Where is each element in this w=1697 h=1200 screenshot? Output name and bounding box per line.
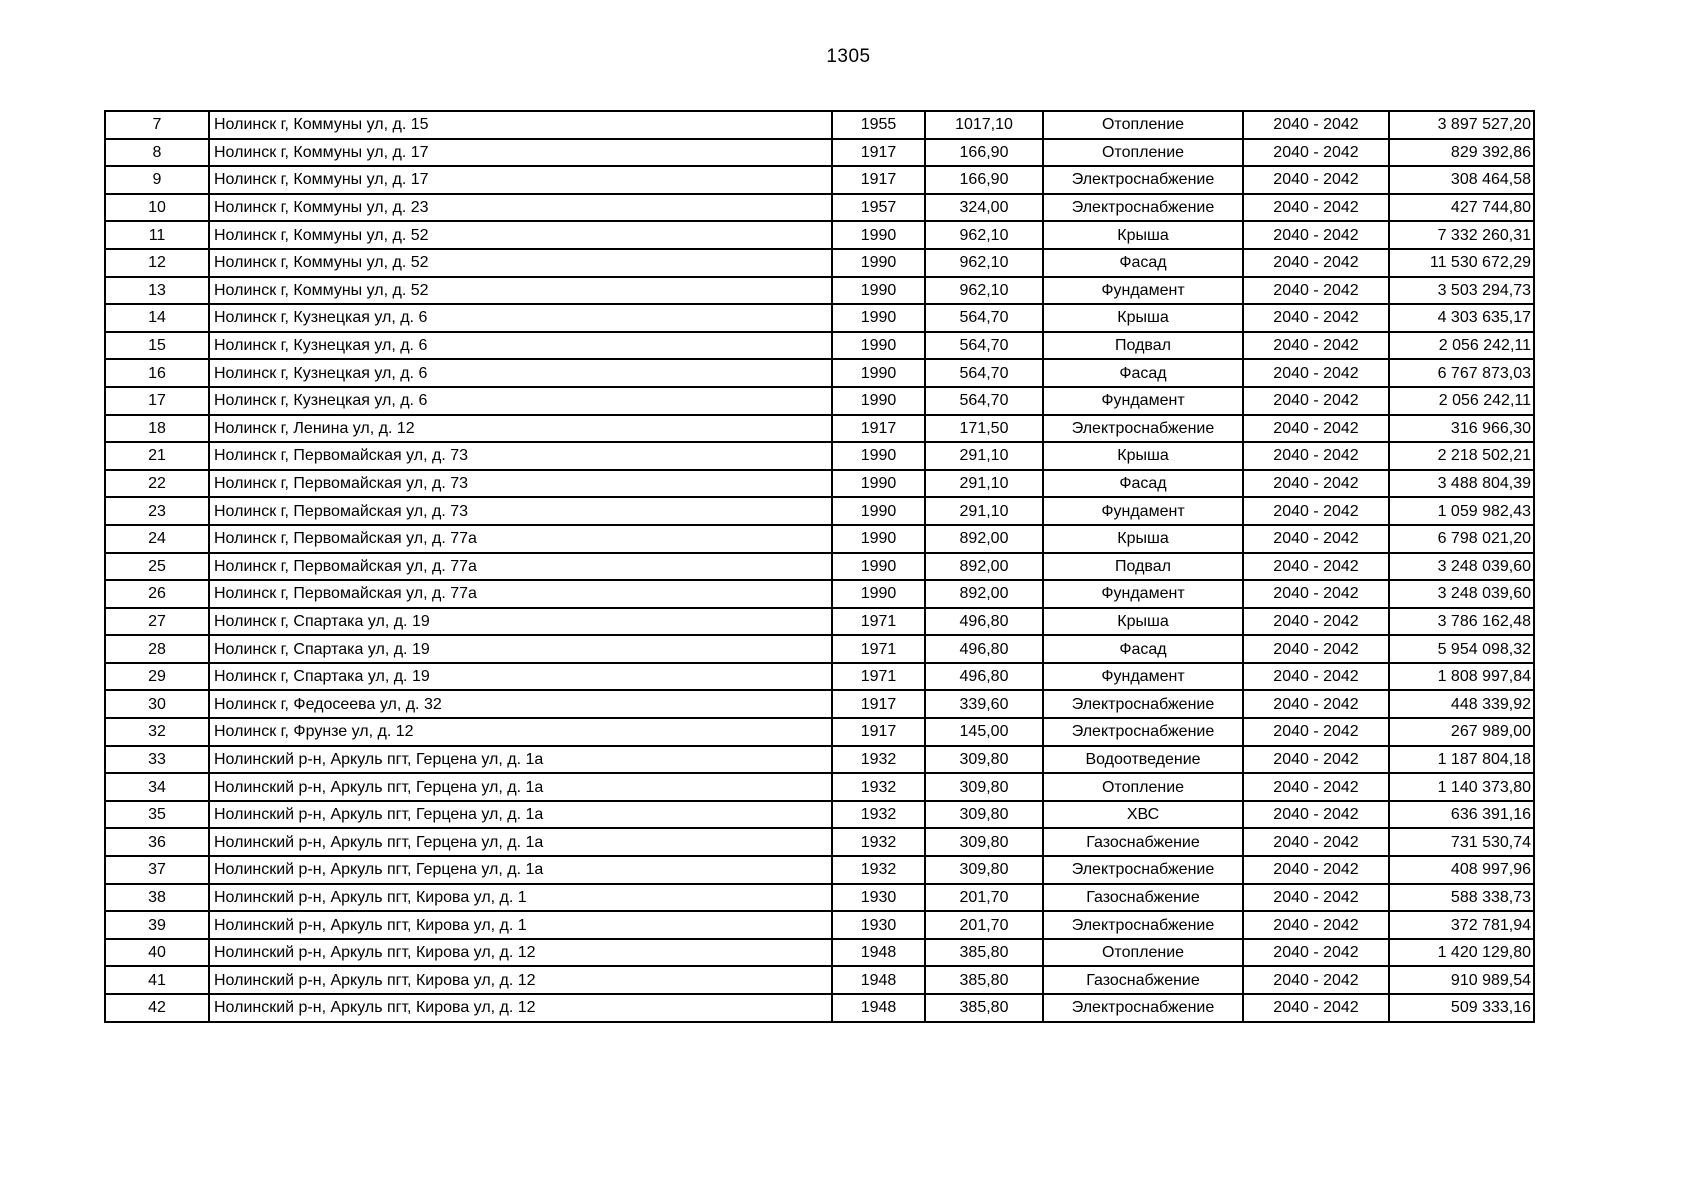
period-cell: 2040 - 2042 [1243, 497, 1389, 525]
address-cell: Нолинск г, Кузнецкая ул, д. 6 [209, 332, 832, 360]
table-row [105, 635, 1534, 663]
build-year-cell: 1990 [832, 470, 925, 498]
address-cell: Нолинск г, Кузнецкая ул, д. 6 [209, 387, 832, 415]
area-cell: 309,80 [925, 801, 1043, 829]
row-number-cell: 8 [105, 139, 209, 167]
build-year-cell: 1932 [832, 773, 925, 801]
build-year-cell: 1917 [832, 718, 925, 746]
address-cell: Нолинск г, Коммуны ул, д. 52 [209, 221, 832, 249]
cost-cell: 3 897 527,20 [1389, 111, 1534, 139]
period-cell: 2040 - 2042 [1243, 359, 1389, 387]
page-number: 1305 [826, 46, 871, 67]
cost-cell: 1 808 997,84 [1389, 663, 1534, 691]
cost-cell: 1 140 373,80 [1389, 773, 1534, 801]
build-year-cell: 1990 [832, 525, 925, 553]
period-cell: 2040 - 2042 [1243, 911, 1389, 939]
work-type-cell: Фундамент [1043, 663, 1243, 691]
period-cell: 2040 - 2042 [1243, 277, 1389, 305]
build-year-cell: 1932 [832, 828, 925, 856]
table-row [105, 139, 1534, 167]
address-cell: Нолинск г, Фрунзе ул, д. 12 [209, 718, 832, 746]
address-cell: Нолинск г, Кузнецкая ул, д. 6 [209, 304, 832, 332]
period-cell: 2040 - 2042 [1243, 939, 1389, 967]
table-row [105, 966, 1534, 994]
address-cell: Нолинск г, Первомайская ул, д. 77а [209, 525, 832, 553]
address-cell: Нолинск г, Спартака ул, д. 19 [209, 635, 832, 663]
row-number-cell: 26 [105, 580, 209, 608]
cost-cell: 910 989,54 [1389, 966, 1534, 994]
cost-cell: 509 333,16 [1389, 994, 1534, 1022]
period-cell: 2040 - 2042 [1243, 635, 1389, 663]
period-cell: 2040 - 2042 [1243, 442, 1389, 470]
build-year-cell: 1990 [832, 277, 925, 305]
period-cell: 2040 - 2042 [1243, 801, 1389, 829]
table-row [105, 580, 1534, 608]
work-type-cell: Крыша [1043, 608, 1243, 636]
work-type-cell: Отопление [1043, 111, 1243, 139]
work-type-cell: Отопление [1043, 773, 1243, 801]
period-cell: 2040 - 2042 [1243, 166, 1389, 194]
cost-cell: 731 530,74 [1389, 828, 1534, 856]
work-type-cell: Фасад [1043, 249, 1243, 277]
row-number-cell: 37 [105, 856, 209, 884]
table-row [105, 690, 1534, 718]
cost-cell: 427 744,80 [1389, 194, 1534, 222]
area-cell: 166,90 [925, 139, 1043, 167]
build-year-cell: 1917 [832, 415, 925, 443]
address-cell: Нолинск г, Спартака ул, д. 19 [209, 608, 832, 636]
cost-cell: 1 187 804,18 [1389, 746, 1534, 774]
build-year-cell: 1957 [832, 194, 925, 222]
row-number-cell: 14 [105, 304, 209, 332]
table-row [105, 166, 1534, 194]
area-cell: 892,00 [925, 553, 1043, 581]
area-cell: 324,00 [925, 194, 1043, 222]
address-cell: Нолинский р-н, Аркуль пгт, Кирова ул, д. 1 [209, 911, 832, 939]
build-year-cell: 1917 [832, 690, 925, 718]
area-cell: 496,80 [925, 608, 1043, 636]
area-cell: 962,10 [925, 221, 1043, 249]
work-type-cell: Фундамент [1043, 387, 1243, 415]
period-cell: 2040 - 2042 [1243, 111, 1389, 139]
area-cell: 201,70 [925, 911, 1043, 939]
area-cell: 166,90 [925, 166, 1043, 194]
cost-cell: 448 339,92 [1389, 690, 1534, 718]
period-cell: 2040 - 2042 [1243, 387, 1389, 415]
table-row [105, 746, 1534, 774]
cost-cell: 1 059 982,43 [1389, 497, 1534, 525]
area-cell: 496,80 [925, 635, 1043, 663]
address-cell: Нолинск г, Кузнецкая ул, д. 6 [209, 359, 832, 387]
address-cell: Нолинск г, Коммуны ул, д. 52 [209, 249, 832, 277]
build-year-cell: 1971 [832, 608, 925, 636]
area-cell: 962,10 [925, 249, 1043, 277]
address-cell: Нолинск г, Коммуны ул, д. 15 [209, 111, 832, 139]
area-cell: 892,00 [925, 580, 1043, 608]
build-year-cell: 1990 [832, 387, 925, 415]
table-row [105, 553, 1534, 581]
area-cell: 309,80 [925, 773, 1043, 801]
row-number-cell: 27 [105, 608, 209, 636]
build-year-cell: 1955 [832, 111, 925, 139]
row-number-cell: 41 [105, 966, 209, 994]
work-type-cell: Электроснабжение [1043, 856, 1243, 884]
area-cell: 309,80 [925, 828, 1043, 856]
cost-cell: 316 966,30 [1389, 415, 1534, 443]
area-cell: 385,80 [925, 994, 1043, 1022]
work-type-cell: Крыша [1043, 525, 1243, 553]
period-cell: 2040 - 2042 [1243, 884, 1389, 912]
period-cell: 2040 - 2042 [1243, 470, 1389, 498]
table-row [105, 939, 1534, 967]
work-type-cell: Газоснабжение [1043, 884, 1243, 912]
period-cell: 2040 - 2042 [1243, 415, 1389, 443]
address-cell: Нолинск г, Первомайская ул, д. 77а [209, 553, 832, 581]
row-number-cell: 12 [105, 249, 209, 277]
work-type-cell: Подвал [1043, 332, 1243, 360]
cost-cell: 372 781,94 [1389, 911, 1534, 939]
cost-cell: 7 332 260,31 [1389, 221, 1534, 249]
row-number-cell: 18 [105, 415, 209, 443]
build-year-cell: 1930 [832, 884, 925, 912]
address-cell: Нолинский р-н, Аркуль пгт, Герцена ул, д. 1а [209, 828, 832, 856]
work-type-cell: Фасад [1043, 635, 1243, 663]
row-number-cell: 38 [105, 884, 209, 912]
address-cell: Нолинский р-н, Аркуль пгт, Герцена ул, д. 1а [209, 801, 832, 829]
address-cell: Нолинский р-н, Аркуль пгт, Кирова ул, д. 12 [209, 966, 832, 994]
row-number-cell: 39 [105, 911, 209, 939]
cost-cell: 4 303 635,17 [1389, 304, 1534, 332]
build-year-cell: 1971 [832, 635, 925, 663]
area-cell: 564,70 [925, 359, 1043, 387]
row-number-cell: 24 [105, 525, 209, 553]
table-row [105, 442, 1534, 470]
address-cell: Нолинский р-н, Аркуль пгт, Герцена ул, д. 1а [209, 773, 832, 801]
cost-cell: 6 767 873,03 [1389, 359, 1534, 387]
area-cell: 291,10 [925, 497, 1043, 525]
period-cell: 2040 - 2042 [1243, 966, 1389, 994]
build-year-cell: 1990 [832, 304, 925, 332]
build-year-cell: 1917 [832, 166, 925, 194]
build-year-cell: 1990 [832, 359, 925, 387]
work-type-cell: Электроснабжение [1043, 415, 1243, 443]
cost-cell: 588 338,73 [1389, 884, 1534, 912]
build-year-cell: 1930 [832, 911, 925, 939]
address-cell: Нолинск г, Первомайская ул, д. 73 [209, 497, 832, 525]
build-year-cell: 1948 [832, 966, 925, 994]
row-number-cell: 36 [105, 828, 209, 856]
table-row [105, 497, 1534, 525]
work-type-cell: Отопление [1043, 139, 1243, 167]
work-type-cell: Фундамент [1043, 277, 1243, 305]
work-type-cell: Газоснабжение [1043, 828, 1243, 856]
work-type-cell: Крыша [1043, 304, 1243, 332]
area-cell: 145,00 [925, 718, 1043, 746]
row-number-cell: 15 [105, 332, 209, 360]
table-row [105, 525, 1534, 553]
period-cell: 2040 - 2042 [1243, 221, 1389, 249]
period-cell: 2040 - 2042 [1243, 332, 1389, 360]
cost-cell: 11 530 672,29 [1389, 249, 1534, 277]
cost-cell: 267 989,00 [1389, 718, 1534, 746]
cost-cell: 6 798 021,20 [1389, 525, 1534, 553]
cost-cell: 2 056 242,11 [1389, 332, 1534, 360]
table-row [105, 911, 1534, 939]
address-cell: Нолинский р-н, Аркуль пгт, Кирова ул, д. 12 [209, 939, 832, 967]
period-cell: 2040 - 2042 [1243, 525, 1389, 553]
build-year-cell: 1990 [832, 221, 925, 249]
table-row [105, 718, 1534, 746]
period-cell: 2040 - 2042 [1243, 856, 1389, 884]
period-cell: 2040 - 2042 [1243, 773, 1389, 801]
work-type-cell: Электроснабжение [1043, 718, 1243, 746]
period-cell: 2040 - 2042 [1243, 828, 1389, 856]
table-row [105, 828, 1534, 856]
address-cell: Нолинский р-н, Аркуль пгт, Герцена ул, д. 1а [209, 856, 832, 884]
period-cell: 2040 - 2042 [1243, 663, 1389, 691]
row-number-cell: 32 [105, 718, 209, 746]
row-number-cell: 25 [105, 553, 209, 581]
cost-cell: 5 954 098,32 [1389, 635, 1534, 663]
cost-cell: 408 997,96 [1389, 856, 1534, 884]
row-number-cell: 13 [105, 277, 209, 305]
work-type-cell: Крыша [1043, 442, 1243, 470]
cost-cell: 3 248 039,60 [1389, 553, 1534, 581]
row-number-cell: 10 [105, 194, 209, 222]
table-row [105, 608, 1534, 636]
area-cell: 564,70 [925, 387, 1043, 415]
address-cell: Нолинск г, Спартака ул, д. 19 [209, 663, 832, 691]
address-cell: Нолинск г, Первомайская ул, д. 73 [209, 442, 832, 470]
area-cell: 962,10 [925, 277, 1043, 305]
row-number-cell: 30 [105, 690, 209, 718]
row-number-cell: 21 [105, 442, 209, 470]
table-row [105, 415, 1534, 443]
build-year-cell: 1932 [832, 856, 925, 884]
repair-schedule-table [104, 110, 1535, 1023]
area-cell: 496,80 [925, 663, 1043, 691]
work-type-cell: Фасад [1043, 470, 1243, 498]
build-year-cell: 1990 [832, 580, 925, 608]
cost-cell: 2 218 502,21 [1389, 442, 1534, 470]
area-cell: 385,80 [925, 939, 1043, 967]
work-type-cell: Электроснабжение [1043, 166, 1243, 194]
table-row [105, 773, 1534, 801]
work-type-cell: Подвал [1043, 553, 1243, 581]
cost-cell: 636 391,16 [1389, 801, 1534, 829]
work-type-cell: Электроснабжение [1043, 911, 1243, 939]
area-cell: 309,80 [925, 746, 1043, 774]
cost-cell: 3 248 039,60 [1389, 580, 1534, 608]
area-cell: 291,10 [925, 442, 1043, 470]
row-number-cell: 40 [105, 939, 209, 967]
table-row [105, 663, 1534, 691]
build-year-cell: 1990 [832, 497, 925, 525]
work-type-cell: Крыша [1043, 221, 1243, 249]
build-year-cell: 1932 [832, 801, 925, 829]
row-number-cell: 9 [105, 166, 209, 194]
area-cell: 291,10 [925, 470, 1043, 498]
build-year-cell: 1990 [832, 553, 925, 581]
address-cell: Нолинский р-н, Аркуль пгт, Герцена ул, д. 1а [209, 746, 832, 774]
row-number-cell: 23 [105, 497, 209, 525]
table-row [105, 249, 1534, 277]
row-number-cell: 22 [105, 470, 209, 498]
work-type-cell: Фундамент [1043, 497, 1243, 525]
table-body [105, 111, 1534, 1022]
build-year-cell: 1948 [832, 939, 925, 967]
build-year-cell: 1917 [832, 139, 925, 167]
table-row [105, 332, 1534, 360]
period-cell: 2040 - 2042 [1243, 580, 1389, 608]
table-row [105, 884, 1534, 912]
build-year-cell: 1990 [832, 332, 925, 360]
address-cell: Нолинский р-н, Аркуль пгт, Кирова ул, д. 1 [209, 884, 832, 912]
row-number-cell: 42 [105, 994, 209, 1022]
cost-cell: 3 488 804,39 [1389, 470, 1534, 498]
table-row [105, 387, 1534, 415]
work-type-cell: ХВС [1043, 801, 1243, 829]
address-cell: Нолинск г, Федосеева ул, д. 32 [209, 690, 832, 718]
work-type-cell: Фундамент [1043, 580, 1243, 608]
table-row [105, 994, 1534, 1022]
table-row [105, 856, 1534, 884]
row-number-cell: 33 [105, 746, 209, 774]
area-cell: 385,80 [925, 966, 1043, 994]
build-year-cell: 1948 [832, 994, 925, 1022]
row-number-cell: 34 [105, 773, 209, 801]
period-cell: 2040 - 2042 [1243, 608, 1389, 636]
period-cell: 2040 - 2042 [1243, 194, 1389, 222]
address-cell: Нолинск г, Коммуны ул, д. 17 [209, 139, 832, 167]
table-row [105, 277, 1534, 305]
address-cell: Нолинск г, Коммуны ул, д. 17 [209, 166, 832, 194]
row-number-cell: 29 [105, 663, 209, 691]
build-year-cell: 1990 [832, 442, 925, 470]
cost-cell: 2 056 242,11 [1389, 387, 1534, 415]
work-type-cell: Электроснабжение [1043, 194, 1243, 222]
period-cell: 2040 - 2042 [1243, 249, 1389, 277]
period-cell: 2040 - 2042 [1243, 994, 1389, 1022]
cost-cell: 3 786 162,48 [1389, 608, 1534, 636]
table-row [105, 359, 1534, 387]
period-cell: 2040 - 2042 [1243, 304, 1389, 332]
cost-cell: 308 464,58 [1389, 166, 1534, 194]
table-row [105, 221, 1534, 249]
address-cell: Нолинск г, Первомайская ул, д. 77а [209, 580, 832, 608]
period-cell: 2040 - 2042 [1243, 746, 1389, 774]
table-row [105, 111, 1534, 139]
address-cell: Нолинск г, Коммуны ул, д. 52 [209, 277, 832, 305]
table-row [105, 304, 1534, 332]
period-cell: 2040 - 2042 [1243, 718, 1389, 746]
area-cell: 171,50 [925, 415, 1043, 443]
address-cell: Нолинск г, Первомайская ул, д. 73 [209, 470, 832, 498]
work-type-cell: Электроснабжение [1043, 994, 1243, 1022]
build-year-cell: 1990 [832, 249, 925, 277]
address-cell: Нолинский р-н, Аркуль пгт, Кирова ул, д. 12 [209, 994, 832, 1022]
area-cell: 201,70 [925, 884, 1043, 912]
address-cell: Нолинск г, Ленина ул, д. 12 [209, 415, 832, 443]
row-number-cell: 16 [105, 359, 209, 387]
cost-cell: 829 392,86 [1389, 139, 1534, 167]
work-type-cell: Газоснабжение [1043, 966, 1243, 994]
period-cell: 2040 - 2042 [1243, 690, 1389, 718]
period-cell: 2040 - 2042 [1243, 553, 1389, 581]
address-cell: Нолинск г, Коммуны ул, д. 23 [209, 194, 832, 222]
table-row [105, 470, 1534, 498]
area-cell: 1017,10 [925, 111, 1043, 139]
work-type-cell: Электроснабжение [1043, 690, 1243, 718]
row-number-cell: 7 [105, 111, 209, 139]
work-type-cell: Отопление [1043, 939, 1243, 967]
cost-cell: 1 420 129,80 [1389, 939, 1534, 967]
area-cell: 892,00 [925, 525, 1043, 553]
row-number-cell: 11 [105, 221, 209, 249]
area-cell: 309,80 [925, 856, 1043, 884]
table-row [105, 194, 1534, 222]
area-cell: 339,60 [925, 690, 1043, 718]
row-number-cell: 17 [105, 387, 209, 415]
work-type-cell: Водоотведение [1043, 746, 1243, 774]
table-row [105, 801, 1534, 829]
period-cell: 2040 - 2042 [1243, 139, 1389, 167]
cost-cell: 3 503 294,73 [1389, 277, 1534, 305]
area-cell: 564,70 [925, 304, 1043, 332]
row-number-cell: 35 [105, 801, 209, 829]
work-type-cell: Фасад [1043, 359, 1243, 387]
area-cell: 564,70 [925, 332, 1043, 360]
row-number-cell: 28 [105, 635, 209, 663]
build-year-cell: 1932 [832, 746, 925, 774]
build-year-cell: 1971 [832, 663, 925, 691]
